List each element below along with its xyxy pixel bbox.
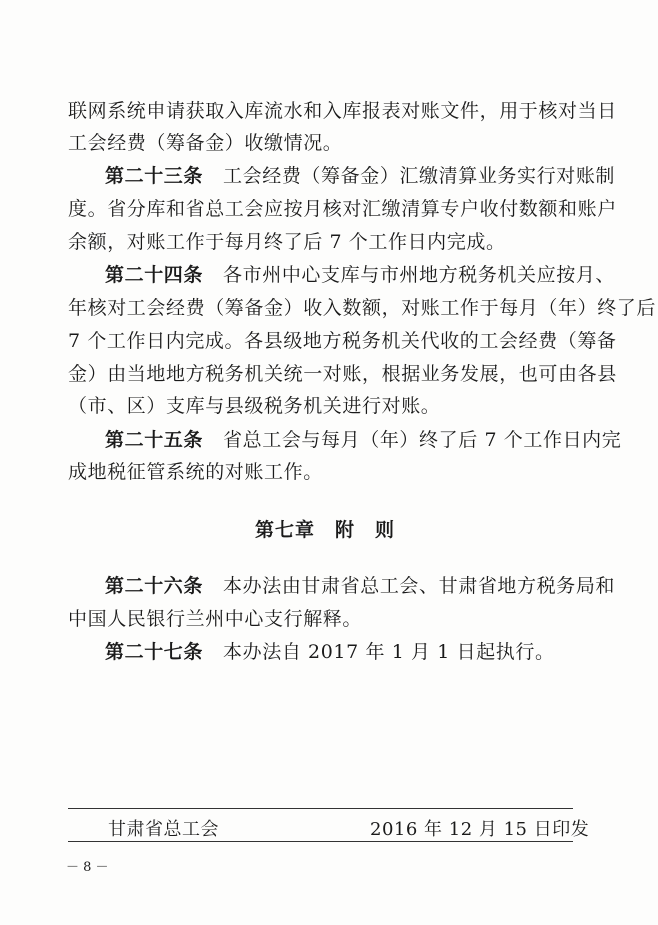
page-number: － 8 －: [66, 860, 109, 875]
chapter-heading: 第七章 附 则: [255, 519, 396, 541]
article-25-first-line: [105, 427, 621, 453]
paragraph-line: 中国人民银行兰州中心支行解释。: [68, 608, 363, 630]
article-23-label: 第二十三条: [105, 165, 204, 187]
issue-date: 2016 年 12 月 15 日印发: [370, 819, 590, 840]
article-25-label: 第二十五条: [105, 429, 204, 451]
article-24-first-line: [105, 262, 615, 288]
article-26-text: 本办法由甘肃省总工会、甘肃省地方税务局和: [223, 575, 616, 597]
paragraph-line: （市、区）支库与县级税务机关进行对账。: [68, 395, 441, 417]
paragraph-line: 成地税征管系统的对账工作。: [68, 461, 323, 483]
paragraph-line: 7 个工作日内完成。各县级地方税务机关代收的工会经费（筹备: [68, 330, 617, 352]
article-23-first-line: [105, 163, 615, 189]
article-27-first-line: [105, 639, 555, 665]
article-26-first-line: [105, 573, 615, 599]
article-27-label: 第二十七条: [105, 641, 204, 663]
paragraph-line: 余额，对账工作于每月终了后 7 个工作日内完成。: [68, 231, 506, 253]
article-24-label: 第二十四条: [105, 264, 204, 286]
footer-bottom-rule: [68, 841, 573, 842]
issuer-name: 甘肃省总工会: [108, 819, 219, 840]
article-24-text: 各市州中心支库与市州地方税务机关应按月、: [223, 264, 616, 286]
paragraph-line: 工会经费（筹备金）收缴情况。: [68, 132, 343, 154]
paragraph-line: 联网系统申请获取入库流水和入库报表对账文件，用于核对当日: [68, 100, 617, 122]
paragraph-line: 金）由当地地方税务机关统一对账，根据业务发展，也可由各县: [68, 363, 617, 385]
paragraph-line: 度。省分库和省总工会应按月核对汇缴清算专户收付数额和账户: [68, 198, 617, 220]
article-27-text: 本办法自 2017 年 1 月 1 日起执行。: [223, 641, 555, 663]
paragraph-line: 年核对工会经费（筹备金）收入数额，对账工作于每月（年）终了后: [68, 297, 657, 319]
footer-top-rule: [68, 808, 573, 809]
article-25-text: 省总工会与每月（年）终了后 7 个工作日内完: [223, 429, 622, 451]
article-23-text: 工会经费（筹备金）汇缴清算业务实行对账制: [223, 165, 616, 187]
article-26-label: 第二十六条: [105, 575, 204, 597]
